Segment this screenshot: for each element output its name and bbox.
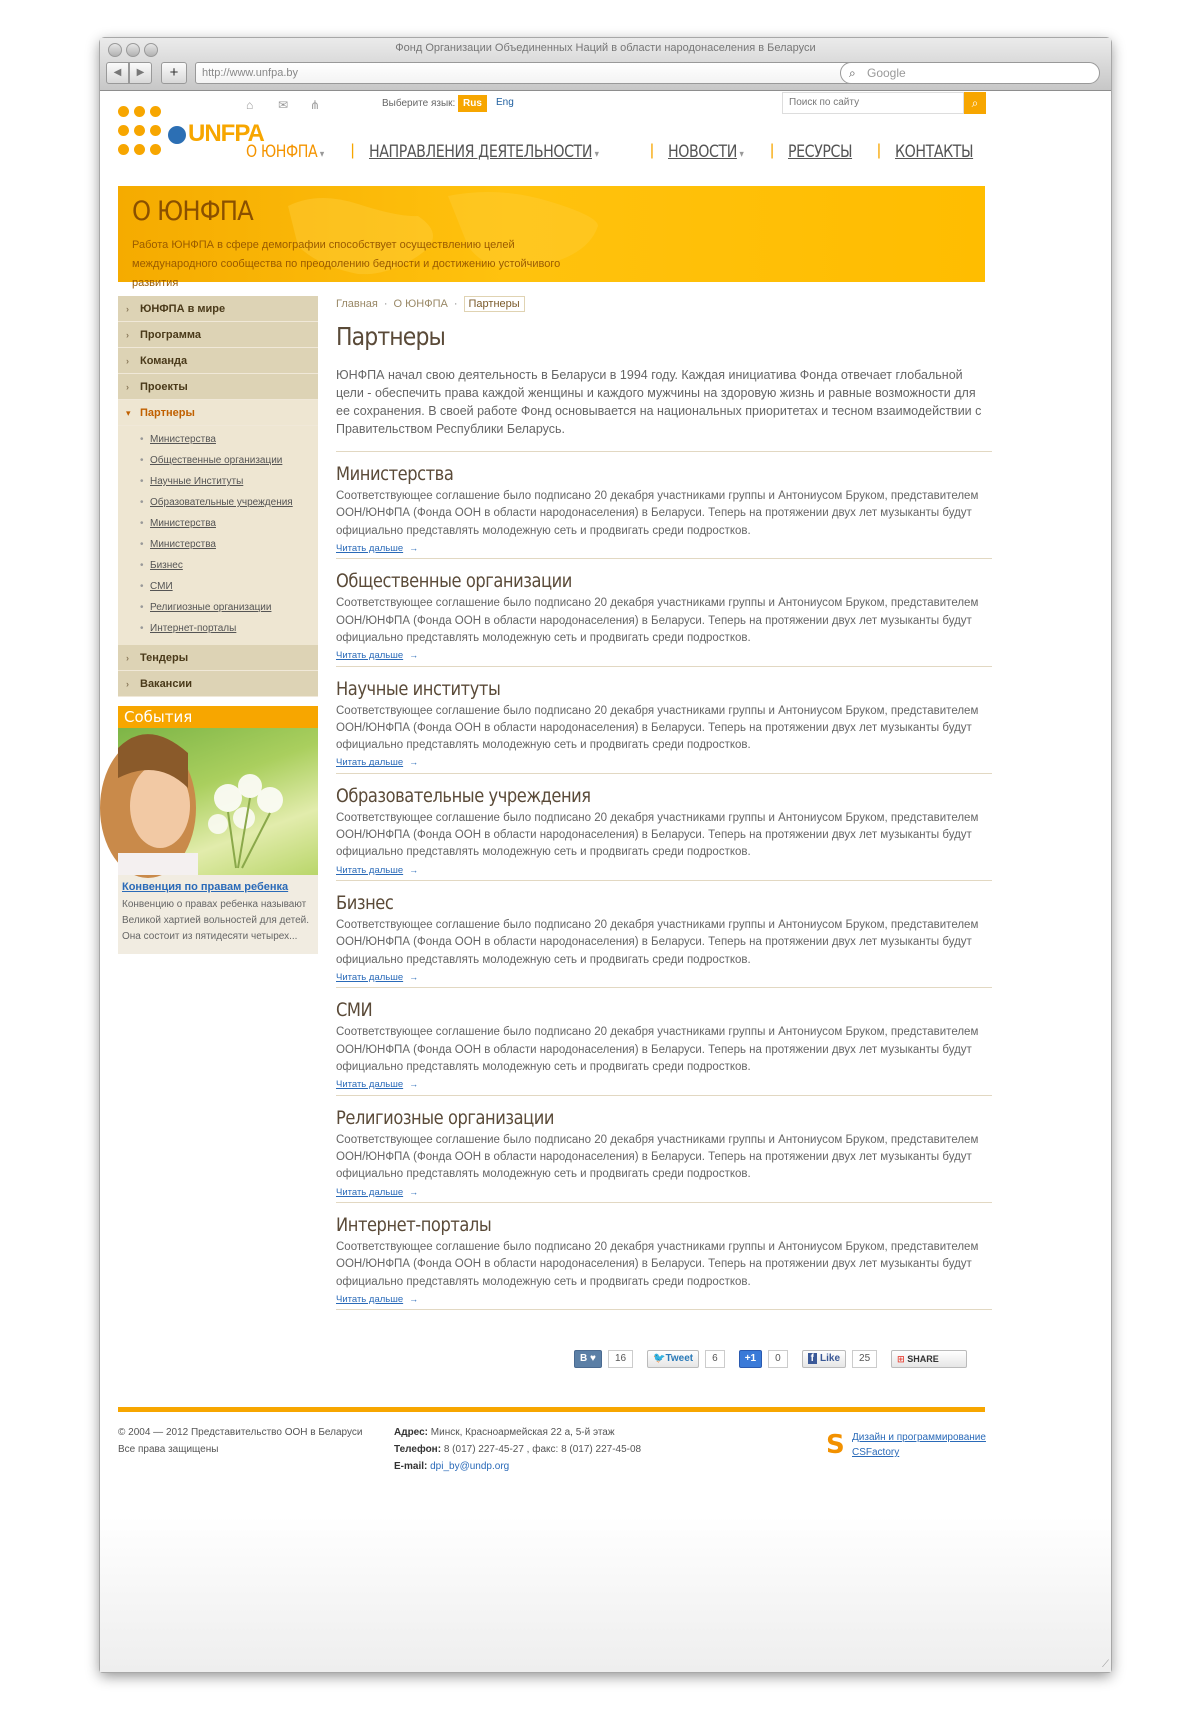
sidebar-subitem[interactable]: • Общественные организации xyxy=(118,450,318,471)
home-icon[interactable]: ⌂ xyxy=(246,98,254,112)
read-more-link[interactable]: Читать дальше xyxy=(336,757,404,769)
browser-toolbar xyxy=(100,38,1111,91)
section-banner xyxy=(118,186,985,289)
share-button[interactable] xyxy=(891,1350,967,1368)
vk-count: 16 xyxy=(608,1350,633,1368)
sidebar-item-world[interactable] xyxy=(118,296,318,322)
like-label: Like xyxy=(820,1353,841,1364)
site-search-button[interactable] xyxy=(964,92,986,114)
read-more-link[interactable]: Читать дальше xyxy=(336,650,404,662)
browser-search-input[interactable] xyxy=(840,62,1100,84)
banner-title: О ЮНФПА xyxy=(132,196,253,227)
developer-link[interactable] xyxy=(852,1430,986,1460)
sidebar-subitem[interactable]: • Религиозные организации xyxy=(118,597,318,618)
nav-news[interactable] xyxy=(668,142,743,161)
nav-separator: | xyxy=(769,142,775,159)
share-bar xyxy=(574,1350,967,1368)
plusone-count: 0 xyxy=(768,1350,788,1368)
page-intro: ЮНФПА начал свою деятельность в Беларуси в 1994 году. Каждая инициатива Фонда отвечает глобальной цели - обеспечить права каждой женщины и каждого мужчины на здоровую жизнь и равные возможности для ее сохранения. В своей работе Фонд основывается на национальных приоритетах и тесном взаимодействии с Правительством Республики Беларусь. xyxy=(336,366,992,452)
plusone-button[interactable]: +1 xyxy=(739,1350,762,1368)
chevron-right-icon: › xyxy=(126,356,129,366)
section-title: Интернет-порталы xyxy=(336,1215,492,1237)
sidebar-item-tenders[interactable] xyxy=(118,645,318,671)
section-text: Соответствующее соглашение было подписано 20 декабря участниками группы и Антониусом Бруком, представителем ООН/ЮНФПА (Фонда ООН в области народонаселения) в Беларуси. Теперь на протяжении двух лет музыканты будут официально представлять молодежную сеть и продвигать среди подростков. xyxy=(336,811,979,859)
address-value: Минск, Красноармейская 22 а, 5-й этаж xyxy=(430,1427,615,1438)
child-dandelion-photo[interactable] xyxy=(118,728,318,875)
chevron-right-icon: › xyxy=(126,653,129,663)
sidebar-subitem[interactable]: • Министерства xyxy=(118,534,318,555)
events-title: События xyxy=(118,706,318,728)
partner-section xyxy=(336,1203,992,1310)
section-title: Министерства xyxy=(336,464,454,485)
forward-button[interactable] xyxy=(129,62,152,84)
read-more-link[interactable]: Читать дальше xyxy=(336,542,404,554)
events-article-link[interactable]: Конвенция по правам ребенка xyxy=(122,881,289,893)
sidebar-item-label: Тендеры xyxy=(140,652,189,664)
nav-contacts[interactable]: КОНТАКТЫ xyxy=(895,141,974,161)
developer-line2: CSFactory xyxy=(852,1447,900,1458)
sidebar-item-label: Вакансии xyxy=(140,678,192,690)
vk-icon[interactable]: В ♥ xyxy=(574,1350,602,1368)
breadcrumb-separator: · xyxy=(453,298,458,310)
sidebar-item-program[interactable] xyxy=(118,322,318,348)
sidebar-item-label: Проекты xyxy=(140,381,188,393)
chevron-right-icon: › xyxy=(126,304,129,314)
partner-section xyxy=(336,667,992,774)
sidebar-subitem[interactable]: • СМИ xyxy=(118,576,318,597)
sidebar-subitem[interactable]: • Министерства xyxy=(118,513,318,534)
browser-window xyxy=(100,38,1111,1672)
language-label: Выберите язык: xyxy=(382,98,456,109)
language-rus-button[interactable]: Rus xyxy=(458,95,487,112)
section-title: Общественные организации xyxy=(336,571,572,593)
tweet-share[interactable] xyxy=(647,1350,725,1368)
read-more-link[interactable]: Читать дальше xyxy=(336,972,404,984)
main-content xyxy=(336,322,992,1310)
breadcrumb xyxy=(336,296,525,312)
search-icon: ⌕ xyxy=(971,96,979,110)
sidebar-item-label: ЮНФПА в мире xyxy=(140,303,226,315)
section-title: Бизнес xyxy=(336,893,394,915)
partner-section xyxy=(336,452,992,559)
chevron-right-icon: › xyxy=(126,382,129,392)
facebook-share[interactable] xyxy=(802,1350,877,1368)
chevron-down-icon: ▾ xyxy=(594,148,599,160)
footer-contacts xyxy=(394,1424,641,1475)
arrow-right-icon: → xyxy=(409,757,419,768)
footer xyxy=(100,1412,1111,1672)
un-emblem-icon xyxy=(166,124,188,146)
section-title: Научные институты xyxy=(336,678,501,700)
sidebar-subitem[interactable]: • Бизнес xyxy=(118,555,318,576)
section-text: Соответствующее соглашение было подписано 20 декабря участниками группы и Антониусом Бруком, представителем ООН/ЮНФПА (Фонда ООН в области народонаселения) в Беларуси. Теперь на протяжении двух лет музыканты будут официально представлять молодежную сеть и продвигать среди подростков. xyxy=(336,1026,979,1074)
copyright-text: © 2004 — 2012 Представительство ООН в Беларуси xyxy=(118,1427,363,1438)
arrow-right-icon: → xyxy=(409,1293,419,1304)
like-button[interactable] xyxy=(802,1350,846,1368)
language-eng-link[interactable]: Eng xyxy=(496,97,514,108)
nav-directions[interactable] xyxy=(369,142,598,161)
events-widget xyxy=(118,706,318,954)
sidebar-subitem[interactable]: • Интернет-порталы xyxy=(118,618,318,639)
vk-share[interactable] xyxy=(574,1350,633,1368)
like-count: 25 xyxy=(852,1350,877,1368)
sidebar-item-vacancies[interactable] xyxy=(118,671,318,697)
section-title: Религиозные организации xyxy=(336,1107,555,1129)
url-text: http://www.unfpa.by xyxy=(202,67,298,79)
browser-search-placeholder: Google xyxy=(867,66,906,80)
tweet-button[interactable] xyxy=(647,1350,699,1368)
plus-icon: + xyxy=(169,64,179,81)
sidebar-item-label: Команда xyxy=(140,355,188,367)
developer-line1: Дизайн и программирование xyxy=(852,1432,986,1443)
sidebar-item-label: Программа xyxy=(140,329,202,341)
tweet-label: Tweet xyxy=(665,1353,694,1364)
arrow-right-icon: → xyxy=(409,972,419,983)
nav-news-label: НОВОСТИ xyxy=(668,141,738,161)
chevron-down-icon: ▾ xyxy=(739,148,744,160)
unfpa-logo[interactable] xyxy=(118,106,264,164)
new-tab-button[interactable] xyxy=(161,62,187,84)
addthis-share[interactable] xyxy=(891,1350,967,1368)
sidebar-item-projects[interactable] xyxy=(118,374,318,400)
banner-text: Работа ЮНФПА в сфере демографии способствует осуществлению целей международного сообщества по преодолению бедности и достижению устойчивого развития xyxy=(132,239,561,289)
footer-copyright xyxy=(118,1424,362,1458)
breadcrumb-separator: · xyxy=(383,298,388,310)
chevron-right-icon: › xyxy=(126,330,129,340)
section-text: Соответствующее соглашение было подписано 20 декабря участниками группы и Антониусом Бруком, представителем ООН/ЮНФПА (Фонда ООН в области народонаселения) в Беларуси. Теперь на протяжении двух лет музыканты будут официально представлять молодежную сеть и продвигать среди подростков. xyxy=(336,919,979,966)
sidebar-subitem[interactable]: • Министерства xyxy=(118,429,318,450)
page-title: Партнеры xyxy=(336,322,446,351)
nav-directions-label: НАПРАВЛЕНИЯ ДЕЯТЕЛЬНОСТИ xyxy=(368,141,592,161)
chevron-down-icon: ▾ xyxy=(126,408,131,418)
share-label: SHARE xyxy=(907,1354,939,1364)
sidebar-item-label: Партнеры xyxy=(140,407,195,419)
section-text: Соответствующее соглашение было подписано 20 декабря участниками группы и Антониусом Бруком, представителем ООН/ЮНФПА (Фонда ООН в области народонаселения) в Беларуси. Теперь на протяжении двух лет музыканты будут официально представлять молодежную сеть и продвигать среди подростков. xyxy=(336,1133,979,1181)
arrow-right-icon: → xyxy=(409,1186,419,1197)
rights-text: Все права защищены xyxy=(118,1444,219,1455)
chevron-right-icon: › xyxy=(126,679,129,689)
logo-text: UNFPA xyxy=(188,120,264,147)
sidebar-subitem[interactable]: • Образовательные учреждения xyxy=(118,492,318,513)
forward-arrow-icon: ▶ xyxy=(136,67,145,78)
nav-about-label: О ЮНФПА xyxy=(246,141,318,161)
csfactory-logo-icon: S xyxy=(826,1430,845,1460)
sidebar xyxy=(118,296,318,697)
nav-resources[interactable]: РЕСУРСЫ xyxy=(788,141,853,161)
sidebar-item-team[interactable] xyxy=(118,348,318,374)
sitemap-icon[interactable]: ⋔ xyxy=(310,98,321,112)
read-more-link[interactable]: Читать дальше xyxy=(336,864,404,876)
back-button[interactable] xyxy=(106,62,129,84)
main-navigation xyxy=(246,140,986,162)
arrow-right-icon: → xyxy=(409,650,419,661)
partner-section xyxy=(336,988,992,1095)
section-text: Соответствующее соглашение было подписано 20 декабря участниками группы и Антониусом Бруком, представителем ООН/ЮНФПА (Фонда ООН в области народонаселения) в Беларуси. Теперь на протяжении двух лет музыканты будут официально представлять молодежную сеть и продвигать среди подростков. xyxy=(336,1241,979,1288)
section-text: Соответствующее соглашение было подписано 20 декабря участниками группы и Антониусом Бруком, представителем ООН/ЮНФПА (Фонда ООН в области народонаселения) в Беларуси. Теперь на протяжении двух лет музыканты будут официально представлять молодежную сеть и продвигать среди подростков. xyxy=(336,597,979,644)
arrow-right-icon: → xyxy=(409,542,419,553)
plus-box-icon: ⊞ xyxy=(897,1354,905,1364)
sidebar-submenu xyxy=(118,426,318,645)
address-bar[interactable] xyxy=(195,62,931,84)
arrow-right-icon: → xyxy=(409,864,419,875)
arrow-right-icon: → xyxy=(409,1079,419,1090)
read-more-link[interactable]: Читать дальше xyxy=(336,1079,404,1091)
breadcrumb-about[interactable]: О ЮНФПА xyxy=(393,298,448,310)
breadcrumb-current: Партнеры xyxy=(464,296,525,312)
plusone-share[interactable] xyxy=(739,1350,788,1368)
mail-icon[interactable]: ✉ xyxy=(278,98,289,112)
phone-value: 8 (017) 227-45-27 , факс: 8 (017) 227-45-08 xyxy=(443,1444,642,1455)
read-more-link[interactable]: Читать дальше xyxy=(336,1186,404,1198)
partner-section xyxy=(336,559,992,666)
phone-label: Телефон: xyxy=(394,1444,442,1455)
email-link[interactable]: dpi_by@undp.org xyxy=(430,1461,510,1472)
nav-separator: | xyxy=(876,142,882,159)
tweet-count: 6 xyxy=(705,1350,725,1368)
sidebar-subitem[interactable]: • Научные Институты xyxy=(118,471,318,492)
site-search-input[interactable]: Поиск по сайту xyxy=(782,92,964,114)
breadcrumb-home[interactable]: Главная xyxy=(336,298,378,310)
partner-section xyxy=(336,1096,992,1203)
read-more-link[interactable]: Читать дальше xyxy=(336,1293,404,1305)
partner-section xyxy=(336,881,992,988)
section-title: СМИ xyxy=(336,1000,373,1022)
resize-grip-icon[interactable]: ⟋ xyxy=(1102,1659,1109,1670)
nav-separator: | xyxy=(649,142,654,159)
section-title: Образовательные учреждения xyxy=(336,785,591,807)
address-label: Адрес: xyxy=(394,1427,428,1438)
nav-about[interactable] xyxy=(246,142,324,161)
events-article-text: Конвенцию о правах ребенка называют Великой хартией вольностей для детей. Она состоит из пятидесяти четырех... xyxy=(122,899,310,942)
facebook-icon: f xyxy=(808,1353,817,1364)
search-icon: ⌕ xyxy=(849,66,856,80)
photo-illustration xyxy=(118,728,318,875)
email-label: E-mail: xyxy=(394,1461,428,1472)
window-title: Фонд Организации Объединенных Наций в области народонаселения в Беларуси xyxy=(395,42,816,54)
partner-section xyxy=(336,774,992,881)
nav-separator: | xyxy=(350,142,355,159)
chevron-down-icon: ▾ xyxy=(319,148,324,160)
section-text: Соответствующее соглашение было подписано 20 декабря участниками группы и Антониусом Бруком, представителем ООН/ЮНФПА (Фонда ООН в области народонаселения) в Беларуси. Теперь на протяжении двух лет музыканты будут официально представлять молодежную сеть и продвигать среди подростков. xyxy=(336,490,979,537)
twitter-icon: 🐦 xyxy=(653,1353,666,1364)
back-arrow-icon: ◀ xyxy=(113,67,122,78)
sidebar-item-partners[interactable] xyxy=(118,400,318,426)
section-text: Соответствующее соглашение было подписано 20 декабря участниками группы и Антониусом Бруком, представителем ООН/ЮНФПА (Фонда ООН в области народонаселения) в Беларуси. Теперь на протяжении двух лет музыканты будут официально представлять молодежную сеть и продвигать среди подростков. xyxy=(336,704,979,752)
